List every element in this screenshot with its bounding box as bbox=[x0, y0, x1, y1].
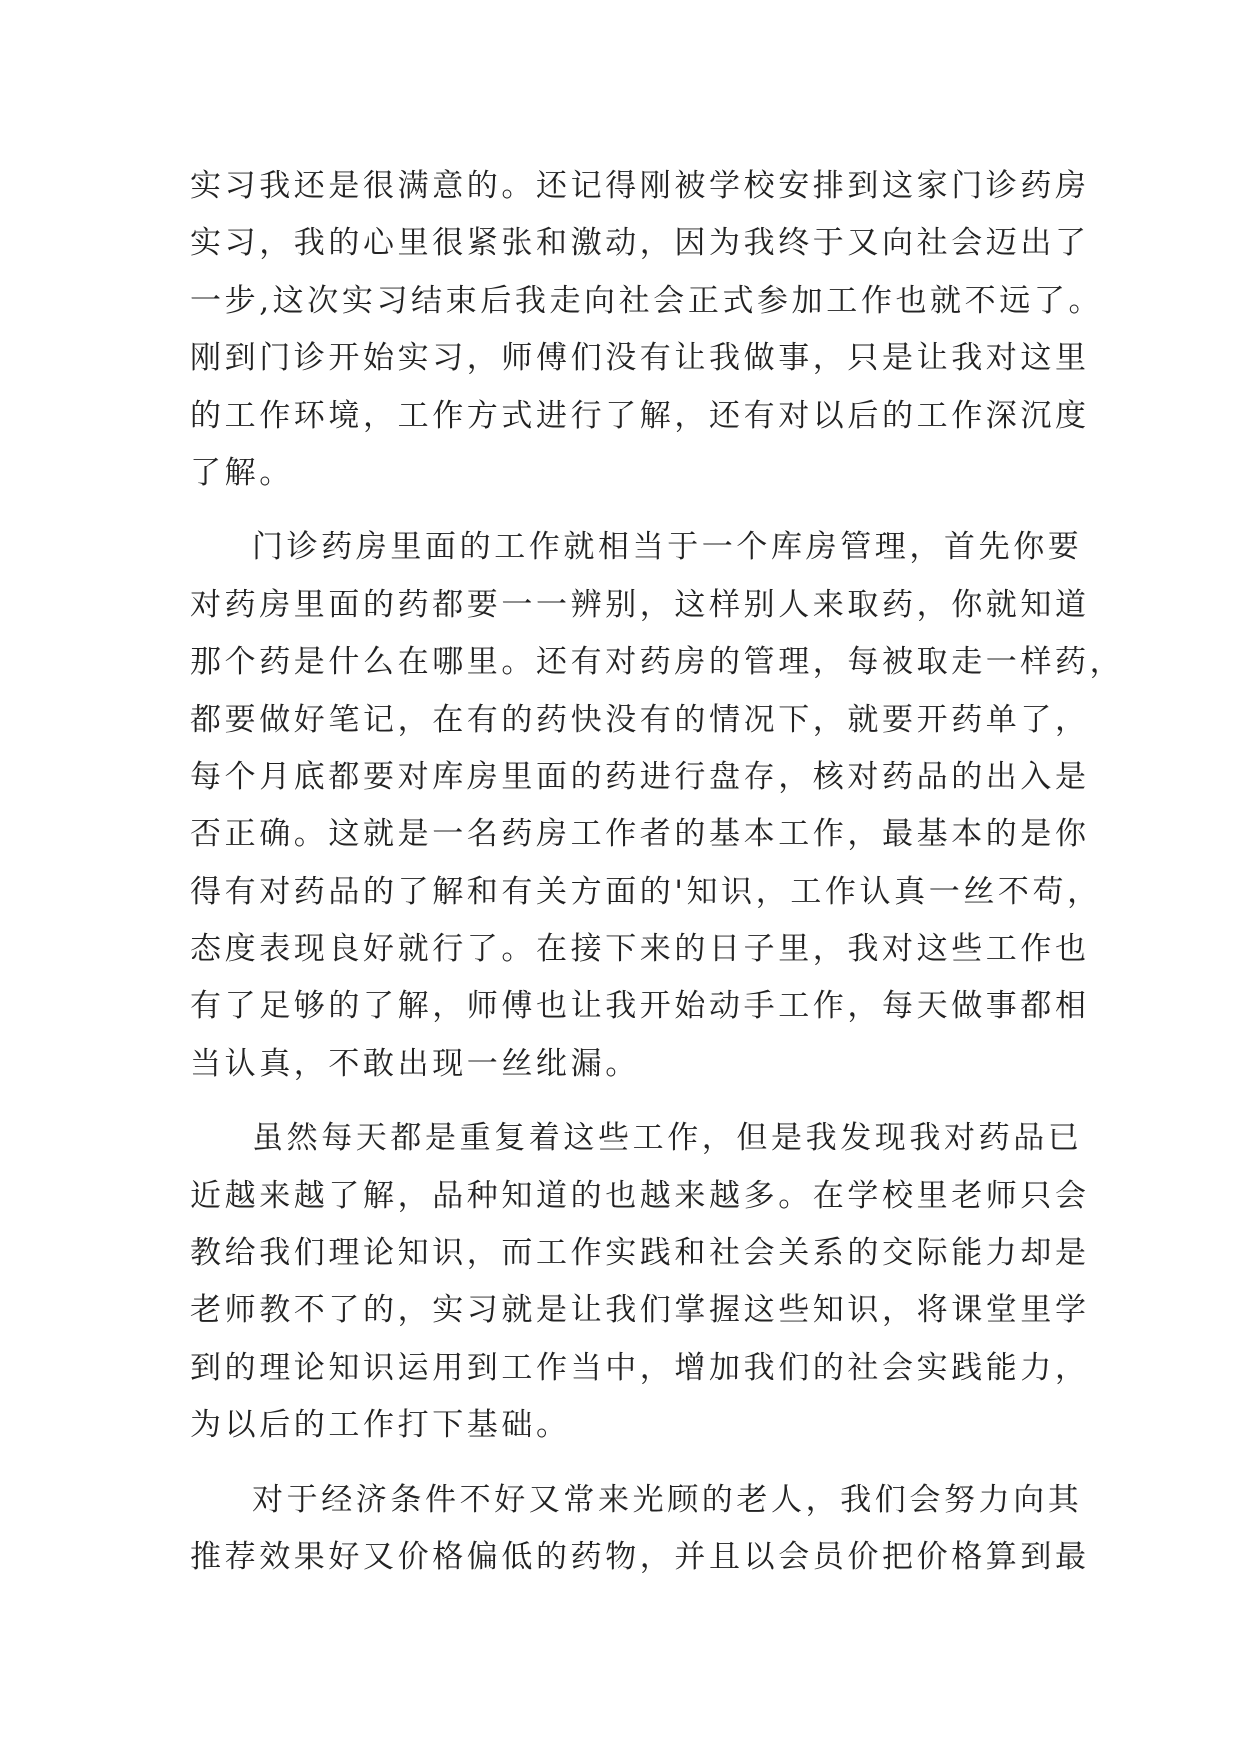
document-body bbox=[190, 158, 1125, 1586]
paragraph-4 bbox=[190, 1472, 1090, 1587]
text-line: 每个月底都要对库房里面的药进行盘存，核对药品的出入是 bbox=[190, 758, 1090, 795]
text-line: 有了足够的了解，师傅也让我开始动手工作，每天做事都相 bbox=[190, 988, 1090, 1025]
text-line: 近越来越了解，品种知道的也越来越多。在学校里老师只会 bbox=[190, 1177, 1090, 1214]
text-line: 实习我还是很满意的。还记得刚被学校安排到这家门诊药房 bbox=[190, 168, 1090, 204]
paragraph-gap bbox=[190, 502, 1090, 519]
paragraph-gap bbox=[190, 1093, 1090, 1110]
text-line: 实习，我的心里很紧张和激动，因为我终于又向社会迈出了 bbox=[190, 225, 1090, 262]
text-line: 对药房里面的药都要一一辨别，这样别人来取药，你就知道 bbox=[190, 586, 1090, 623]
text-line: 老师教不了的，实习就是让我们掌握这些知识，将课堂里学 bbox=[190, 1292, 1090, 1329]
text-line: 推荐效果好又价格偏低的药物，并且以会员价把价格算到最 bbox=[190, 1538, 1090, 1575]
text-line: 态度表现良好就行了。在接下来的日子里，我对这些工作也 bbox=[190, 931, 1090, 968]
text-line: 当认真，不敢出现一丝纰漏。 bbox=[190, 1045, 640, 1082]
paragraph-1 bbox=[190, 158, 1104, 502]
text-line: 对于经济条件不好又常来光顾的老人，我们会努力向其 bbox=[252, 1481, 1083, 1518]
text-line: 了解。 bbox=[190, 454, 294, 491]
text-line: 的工作环境，工作方式进行了解，还有对以后的工作深沉度 bbox=[190, 397, 1090, 434]
text-line: 虽然每天都是重复着这些工作，但是我发现我对药品已 bbox=[252, 1120, 1083, 1157]
text-line: 都要做好笔记，在有的药快没有的情况下，就要开药单了， bbox=[190, 701, 1090, 738]
text-line: 一步,这次实习结束后我走向社会正式参加工作也就不远了。 bbox=[190, 282, 1104, 319]
text-line: 到的理论知识运用到工作当中，增加我们的社会实践能力， bbox=[190, 1349, 1090, 1386]
paragraph-2 bbox=[190, 519, 1125, 1093]
paragraph-gap bbox=[190, 1455, 1090, 1472]
text-line: 得有对药品的了解和有关方面的'知识，工作认真一丝不苟， bbox=[190, 873, 1102, 910]
text-line: 门诊药房里面的工作就相当于一个库房管理，首先你要 bbox=[252, 529, 1083, 566]
text-line: 否正确。这就是一名药房工作者的基本工作，最基本的是你 bbox=[190, 816, 1090, 853]
paragraph-3 bbox=[190, 1110, 1090, 1454]
text-line: 那个药是什么在哪里。还有对药房的管理，每被取走一样药， bbox=[190, 644, 1125, 681]
text-line: 为以后的工作打下基础。 bbox=[190, 1407, 571, 1444]
text-line: 刚到门诊开始实习，师傅们没有让我做事，只是让我对这里 bbox=[190, 340, 1090, 377]
text-line: 教给我们理论知识，而工作实践和社会关系的交际能力却是 bbox=[190, 1235, 1090, 1272]
